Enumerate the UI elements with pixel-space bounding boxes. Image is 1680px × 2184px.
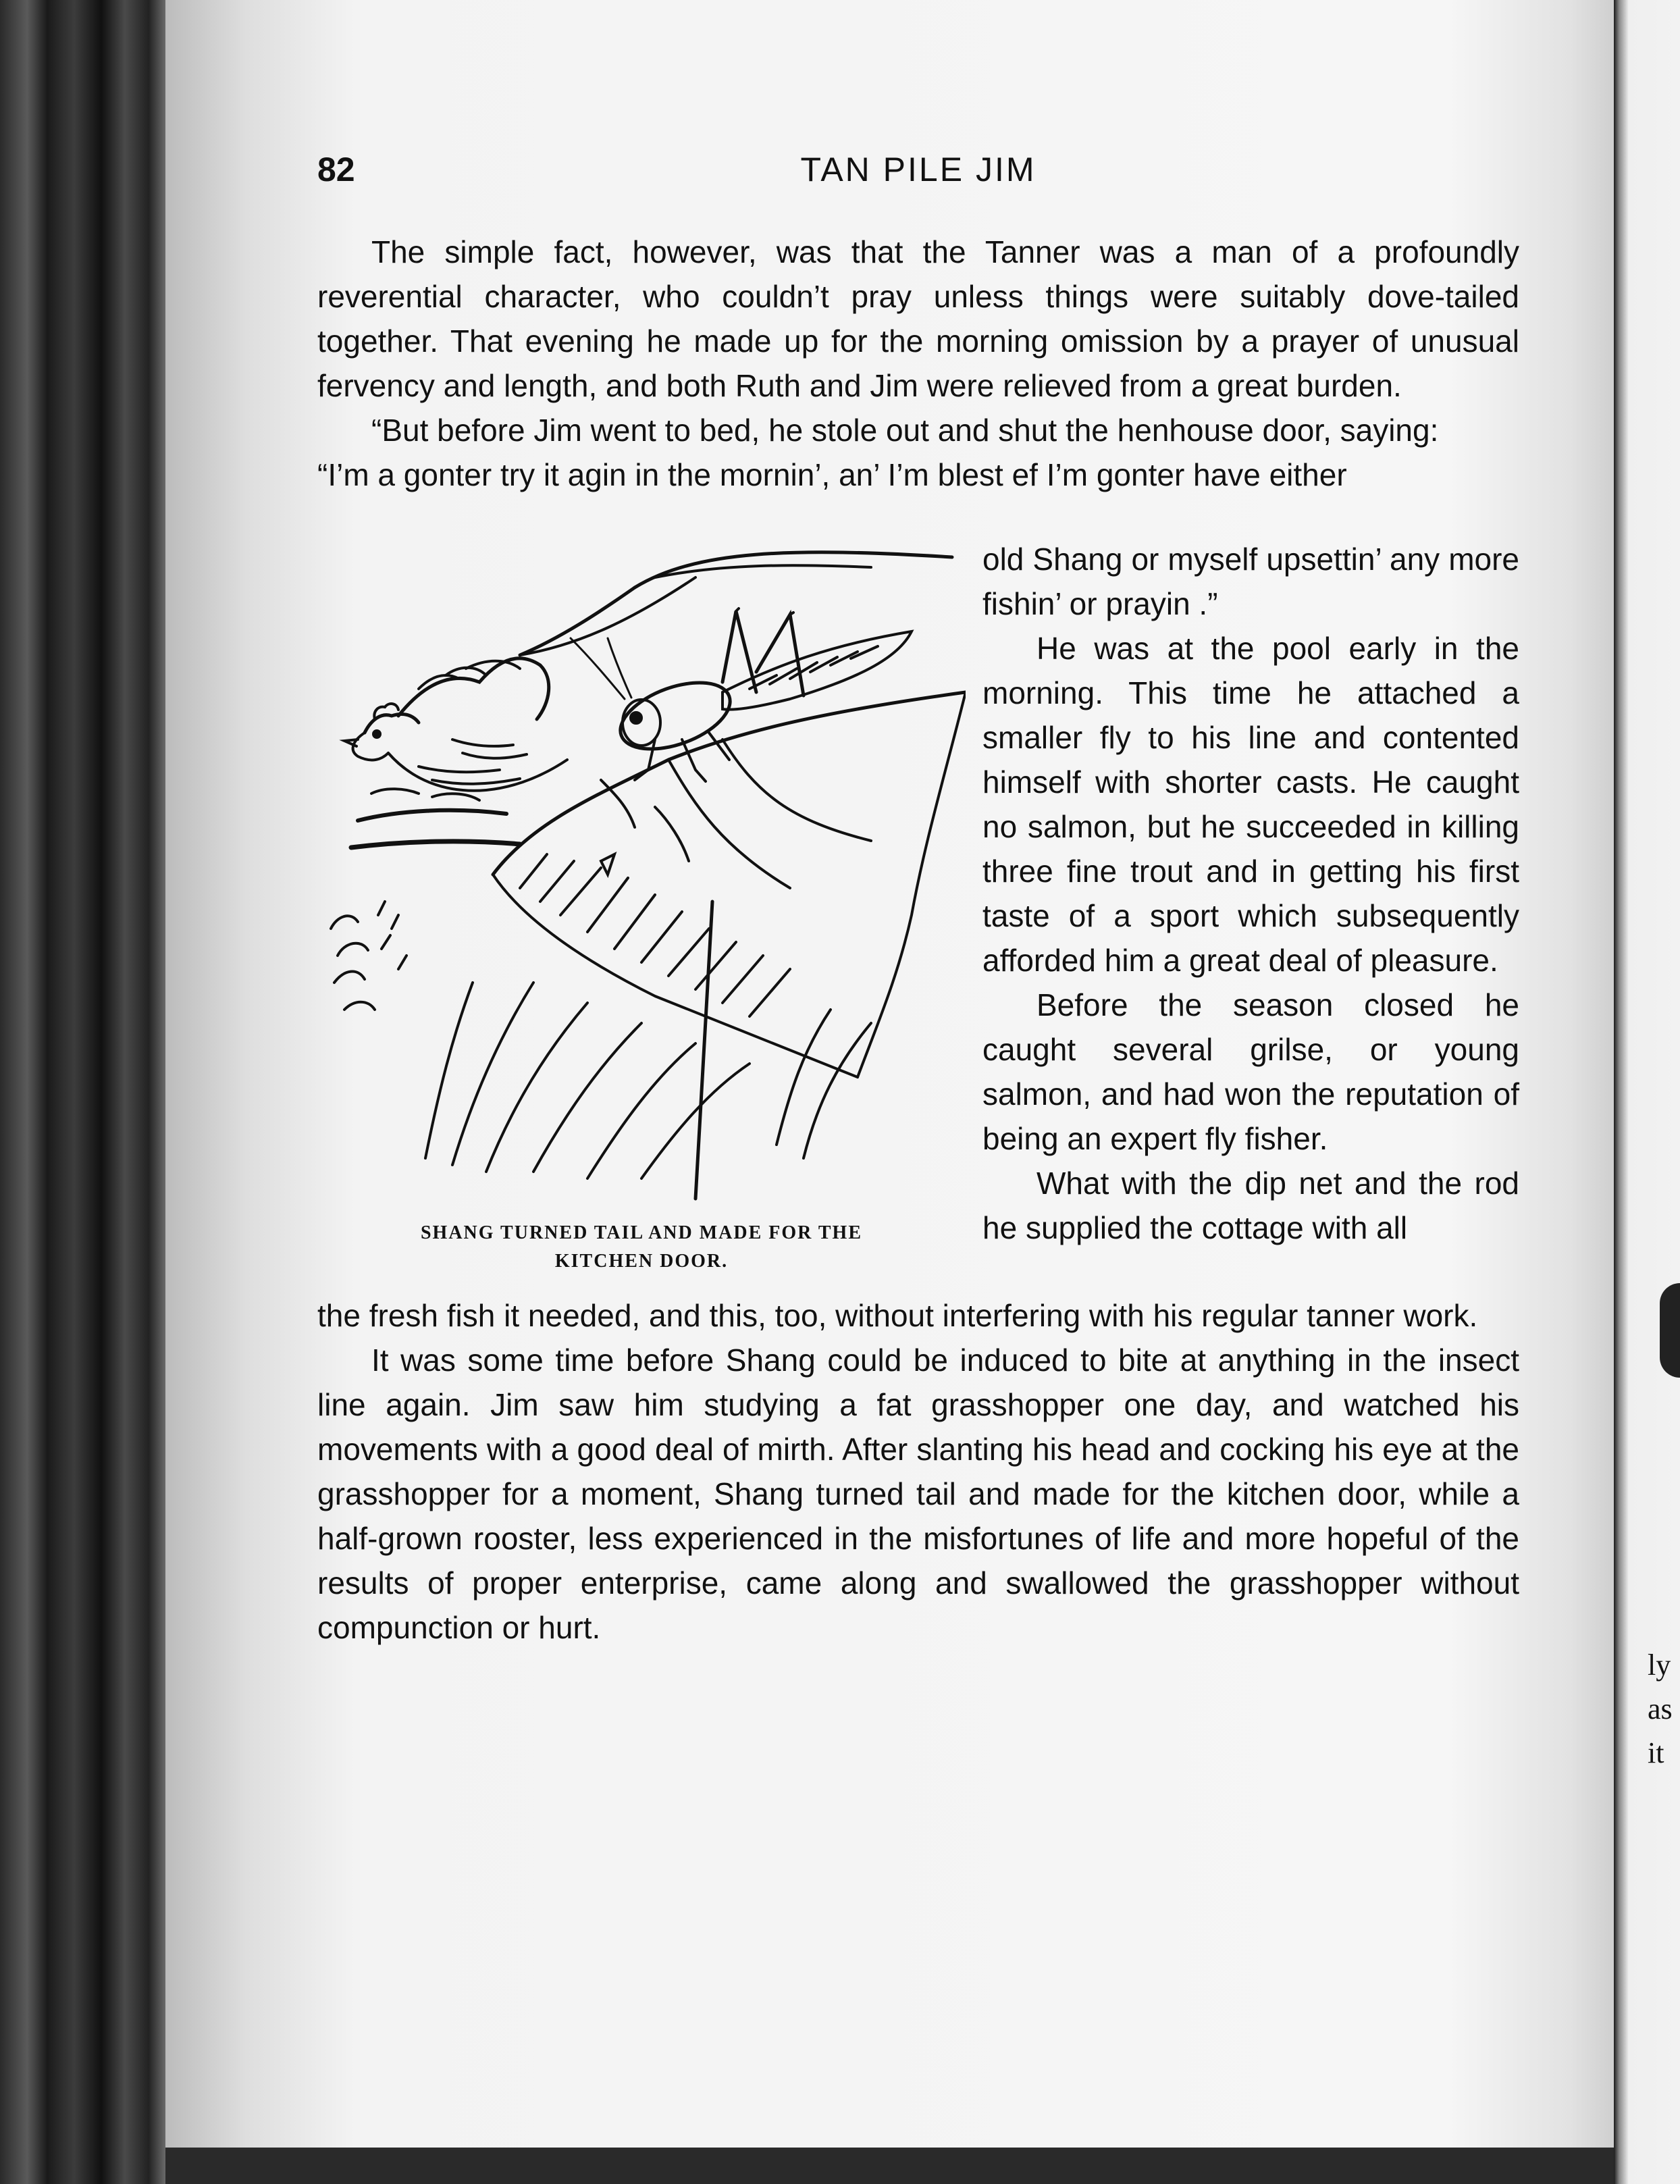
paragraph-start: “I’m a gonter try it agin in the mornin’, an’ I’m blest ef I’m gonter have either: [317, 457, 1347, 492]
illustration: [317, 537, 966, 1273]
page-number: 82: [317, 151, 355, 188]
paragraph: It was some time before Shang could be induced to bite at anything in the insect line again. Jim saw him studying a fat grasshopper one day, and watched his movements with a good deal of mirth. After slanting his head and cocking his eye at the grasshopper for a moment, Shang turned tail and made for the kitchen door, while a half-grown rooster, less experienced in the misfortunes of life and more hopeful of the results of proper enterprise, came along and swallowed the grasshopper without compunction or hurt.: [317, 1343, 1519, 1645]
page-bottom-edge: [165, 2148, 1614, 2184]
bottom-text-block: [317, 1293, 1519, 1650]
next-page-fragment-2: as: [1648, 1692, 1673, 1725]
caption-line: KITCHEN DOOR.: [554, 1251, 729, 1272]
figure-caption: [317, 1219, 966, 1276]
next-page-edge: [1614, 0, 1680, 2184]
book-binding: [0, 0, 165, 2184]
next-page-illustration-fragment: [1660, 1283, 1680, 1378]
caption-line: SHANG TURNED TAIL AND MADE FOR THE: [420, 1222, 863, 1243]
paragraph-continuation: old Shang or myself upsettin’ any more fishin’ or prayin .”: [982, 542, 1519, 621]
next-page-fragment-1: ly: [1648, 1648, 1671, 1682]
next-page-fragment-3: it: [1648, 1736, 1664, 1769]
side-text-block: [982, 537, 1519, 1250]
paragraph: He was at the pool early in the morning. This time he attached a smaller fly to his line and contented himself with shorter casts. He caught no salmon, but he succeeded in killing three fine trout and in getting his first taste of a sport which subsequently afforded him a great deal of pleasure.: [982, 631, 1519, 978]
top-text-block: [317, 230, 1519, 497]
paragraph: “But before Jim went to bed, he stole out and shut the henhouse door, saying:: [371, 413, 1439, 448]
rooster-grasshopper-illustration: [317, 537, 966, 1219]
page-header: [317, 150, 1519, 197]
running-head: TAN PILE JIM: [800, 151, 1036, 188]
paragraph: Before the season closed he caught several grilse, or young salmon, and had won the reputation of being an expert fly fisher.: [982, 987, 1519, 1156]
paragraph-continuation: the fresh fish it needed, and this, too, without interfering with his regular tanner work.: [317, 1298, 1478, 1333]
paragraph-start: What with the dip net and the rod he supplied the cottage with all: [982, 1166, 1519, 1245]
paragraph: The simple fact, however, was that the Tanner was a man of a profoundly reverential character, who couldn’t pray unless things were suitably dove-tailed together. That evening he made up for the morning omission by a prayer of unusual fervency and length, and both Ruth and Jim were relieved from a great burden.: [317, 234, 1519, 403]
